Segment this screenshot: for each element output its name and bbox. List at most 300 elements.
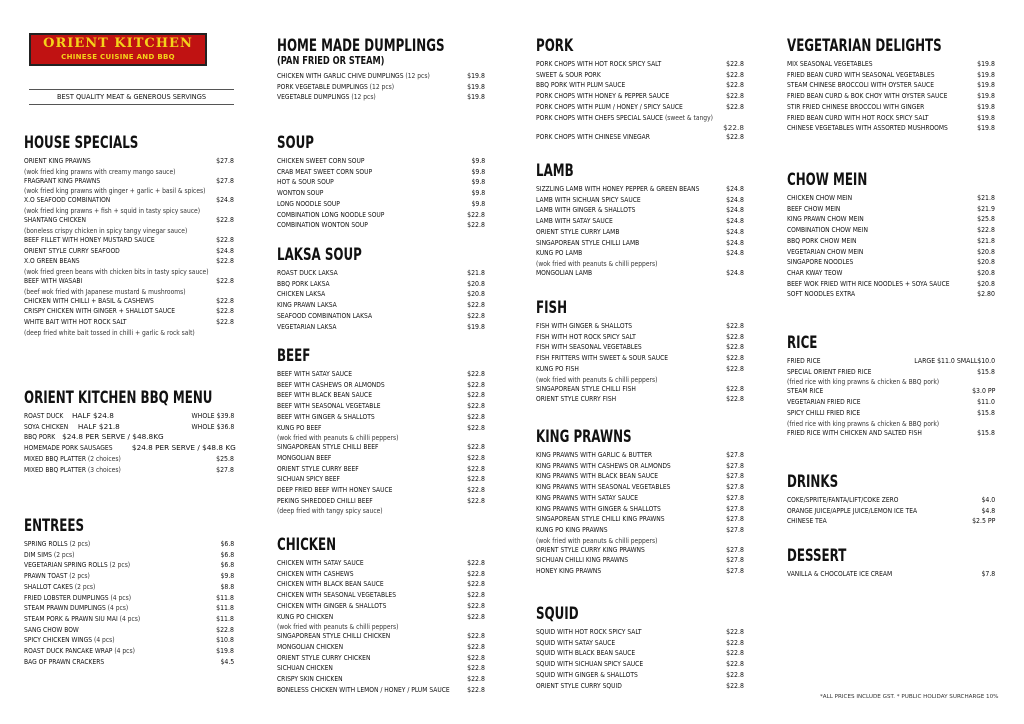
item-name-text: FRIED RICE WITH CHICKEN AND SALTED FISH (787, 427, 922, 437)
item-quantity: (4 pcs) (107, 603, 129, 613)
section-title: SOUP (277, 133, 315, 152)
item-half-price: $24.8 PER SERVE / $48.8KG (62, 432, 164, 442)
item-name (536, 321, 632, 332)
item-price: $24.8 (216, 245, 234, 255)
menu-item (277, 390, 485, 401)
menu-item (787, 257, 995, 268)
item-name (787, 113, 929, 124)
item-name-text: MONGOLIAN BEEF (277, 452, 332, 462)
item-price: $22.8 (467, 611, 485, 621)
item-name (277, 71, 430, 82)
item-price: $24.8 (726, 267, 744, 277)
item-price: $22.8 (726, 321, 744, 330)
menu-item (24, 215, 234, 235)
item-name (536, 471, 658, 482)
item-name-text: SICHUAN CHILLI KING PRAWNS (536, 555, 629, 565)
item-name (536, 195, 641, 206)
menu-item (24, 195, 234, 215)
item-name (277, 612, 333, 623)
item-name-text: SQUID WITH GINGER & SHALLOTS (536, 669, 638, 679)
menu-item (787, 386, 995, 397)
item-name-text: CHICKEN WITH BLACK BEAN SAUCE (277, 579, 384, 589)
item-name (536, 364, 579, 375)
item-price: $6.8 (220, 560, 234, 570)
item-name (536, 384, 636, 395)
item-price: $22.8 (216, 317, 234, 327)
menu-item (277, 442, 485, 453)
item-name (787, 569, 892, 580)
item-price: $27.8 (726, 514, 744, 524)
item-price: $27.8 (726, 450, 744, 459)
item-name-text: CHICKEN LAKSA (277, 289, 326, 299)
menu-item-list (787, 356, 995, 438)
item-name (536, 227, 619, 238)
item-name-text: FISH FRITTERS WITH SWEET & SOUR SAUCE (536, 353, 669, 363)
menu-item (536, 59, 744, 70)
item-price: $27.8 (726, 566, 744, 576)
item-name (277, 631, 390, 642)
item-name (277, 453, 331, 464)
item-price: $20.8 (977, 246, 995, 256)
menu-item (536, 80, 744, 91)
item-name (787, 506, 917, 517)
item-price: $22.8 (726, 342, 744, 352)
item-name (536, 555, 628, 566)
item-name-text: KING PRAWNS WITH SEASONAL VEGETABLES (536, 482, 671, 492)
menu-item-list (787, 569, 995, 580)
item-name-text: SANG CHOW BOW (24, 624, 79, 634)
item-description: (wok fried king prawns with ginger + garlic + basil & spices) (24, 186, 206, 196)
item-price: $9.8 (471, 188, 485, 198)
item-quantity: (12 pcs) (405, 71, 430, 80)
item-name (787, 495, 898, 506)
item-name (24, 235, 155, 246)
item-description: (wok fried green beans with chicken bits in tasty spicy sauce) (24, 266, 209, 276)
item-name-text: ROAST DUCK PANCAKE WRAP (24, 646, 113, 656)
item-price: $19.8 (977, 80, 995, 90)
item-description: (wok fried with peanuts & chilli peppers) (277, 622, 399, 632)
menu-item (536, 471, 744, 482)
menu-item (277, 401, 485, 412)
item-name (277, 210, 384, 221)
item-price: $22.8 (977, 225, 995, 235)
item-quantity: (sweet & tangy) (664, 112, 713, 122)
item-name-text: BONELESS CHICKEN WITH LEMON / HONEY / PLUM SAUCE (277, 684, 450, 694)
item-price: $22.8 (467, 641, 485, 651)
item-quantity: (2 pcs) (69, 539, 91, 548)
item-price: $15.8 (977, 427, 995, 437)
menu-item (277, 369, 485, 380)
item-price: $27.8 (726, 555, 744, 565)
item-name (24, 246, 120, 257)
item-name (24, 422, 68, 433)
item-price: $3.0 PP (971, 386, 995, 396)
item-name-text: CRISPY CHICKEN WITH GINGER + SHALLOT SAUCE (24, 306, 176, 316)
item-name-text: SHANTANG CHICKEN (24, 215, 86, 225)
section-title: FISH (536, 298, 568, 317)
item-price: $22.8 (726, 132, 744, 142)
item-name-text: CHINESE VEGETABLES WITH ASSORTED MUSHROOMS (787, 123, 948, 133)
item-name (536, 681, 622, 692)
item-name-text: LAMB WITH GINGER & SHALLOTS (536, 205, 636, 215)
item-name (277, 496, 373, 507)
menu-item (24, 593, 234, 604)
item-name-text: LAMB WITH SATAY SAUCE (536, 216, 613, 226)
item-name (277, 268, 338, 279)
item-name-text: FRIED RICE (787, 356, 821, 365)
item-price: $22.8 (467, 379, 485, 389)
item-price: $19.8 (467, 321, 485, 331)
menu-item (277, 289, 485, 300)
menu-item (24, 432, 234, 443)
item-quantity: (4 pcs) (94, 635, 115, 645)
menu-item (277, 177, 485, 188)
menu-item (277, 220, 485, 231)
item-name (787, 428, 922, 439)
item-name (536, 493, 638, 504)
item-price: $22.8 (467, 411, 485, 421)
item-price: $22.8 (216, 306, 234, 316)
item-price: $22.8 (726, 69, 744, 79)
item-price: $22.8 (467, 474, 485, 484)
item-name-text: BEEF WOK FRIED WITH RICE NOODLES + SOYA SAUCE (787, 278, 950, 288)
item-price: $22.8 (726, 91, 744, 101)
item-name (277, 300, 337, 311)
item-name (24, 411, 63, 422)
item-price: $22.8 (467, 463, 485, 473)
menu-item (536, 525, 744, 545)
menu-item (24, 443, 234, 454)
item-name-text: SQUID WITH SATAY SAUCE (536, 637, 616, 647)
menu-item (536, 216, 744, 227)
item-name-text: MONGOLIAN LAMB (536, 267, 593, 277)
item-price: $22.8 (726, 627, 744, 636)
item-description: (beef wok fried with Japanese mustard & mushrooms) (24, 286, 186, 296)
menu-item-list (24, 156, 234, 337)
item-price: $22.8 (726, 80, 744, 90)
item-price: $22.8 (467, 590, 485, 600)
section-laksa (277, 245, 485, 332)
menu-item (536, 681, 744, 692)
section-title: KING PRAWNS (536, 427, 632, 446)
item-name-text: VEGETARIAN LAKSA (277, 321, 337, 331)
item-name (277, 558, 364, 569)
item-name (536, 525, 608, 536)
menu-item-list (787, 495, 995, 527)
item-half-price: HALF $21.8 (77, 421, 120, 431)
item-name (24, 465, 121, 476)
section-title: DRINKS (787, 472, 839, 491)
item-name (24, 195, 110, 206)
menu-item (787, 204, 995, 215)
item-name (536, 514, 665, 525)
menu-item (24, 235, 234, 246)
item-price: $22.8 (467, 684, 485, 694)
menu-item (787, 214, 995, 225)
menu-item (787, 113, 995, 124)
menu-item (24, 256, 234, 276)
item-name (24, 560, 130, 571)
section-fish (536, 298, 744, 405)
menu-item (536, 659, 744, 670)
item-name (787, 247, 863, 258)
item-name (24, 306, 175, 317)
item-name (277, 289, 325, 300)
section-title: DESSERT (787, 546, 847, 565)
menu-item (536, 482, 744, 493)
item-price: $9.8 (471, 198, 485, 208)
item-name-text: BEEF WITH WASABI (24, 275, 83, 285)
item-price: $22.8 (216, 624, 234, 634)
menu-item (277, 210, 485, 221)
item-name (277, 423, 321, 434)
menu-item (277, 674, 485, 685)
item-name-text: X.O GREEN BEANS (24, 256, 80, 266)
item-name-text: PORK VEGETABLE DUMPLINGS (277, 81, 368, 91)
item-name (536, 566, 601, 577)
item-price: $22.8 (467, 663, 485, 673)
section-title: HOME MADE DUMPLINGS (277, 36, 445, 55)
item-name (277, 579, 384, 590)
item-price: $21.8 (977, 235, 995, 245)
item-name (277, 390, 372, 401)
menu-item (24, 411, 234, 422)
item-name-text: PRAWN TOAST (24, 571, 68, 581)
item-name-text: FISH WITH GINGER & SHALLOTS (536, 321, 633, 330)
menu-item (277, 685, 485, 696)
item-price: $19.8 (467, 71, 485, 80)
item-name (536, 59, 661, 70)
item-price: $22.8 (467, 369, 485, 378)
item-name (536, 216, 613, 227)
menu-item (24, 603, 234, 614)
item-name (24, 657, 104, 668)
menu-item (277, 642, 485, 653)
item-description: (wok fried with peanuts & chilli peppers) (536, 535, 658, 545)
item-name-text: WHITE BAIT WITH HOT ROCK SALT (24, 317, 127, 327)
section-drinks (787, 472, 995, 527)
item-price: $25.8 (216, 453, 234, 463)
item-name-text: FRIED LOBSTER DUMPLINGS (24, 592, 109, 602)
menu-item (536, 493, 744, 504)
menu-item (787, 428, 995, 439)
item-quantity: (2 pcs) (109, 560, 131, 570)
item-name-text: SINGAPOREAN STYLE CHILLI KING PRAWNS (536, 514, 665, 524)
item-name (536, 113, 713, 124)
menu-item (536, 384, 744, 395)
item-name-text: ORIENT STYLE CURRY CHICKEN (277, 652, 371, 662)
item-name-text: ORIENT STYLE CURRY SEAFOOD (24, 245, 120, 255)
item-quantity: (3 choices) (87, 464, 121, 474)
section-title: CHICKEN (277, 535, 337, 554)
item-name (277, 412, 375, 423)
item-name-text: SINGAPOREAN STYLE CHILLI BEEF (277, 442, 379, 452)
item-name (24, 593, 131, 604)
menu-item (536, 394, 744, 405)
item-name-text: STEAM CHINESE BROCCOLI WITH OYSTER SAUCE (787, 80, 935, 90)
item-name-text: CHINESE TEA (787, 516, 827, 526)
item-name (277, 82, 394, 93)
menu-item (787, 193, 995, 204)
item-name-text: VEGETARIAN CHOW MEIN (787, 246, 864, 256)
item-price: $22.8 (216, 234, 234, 244)
menu-item-list (277, 369, 485, 515)
item-quantity: (2 pcs) (74, 581, 96, 591)
menu-item (24, 317, 234, 337)
item-name (787, 80, 934, 91)
item-price: $19.8 (977, 69, 995, 79)
item-name-text: STIR FRIED CHINESE BROCCOLI WITH GINGER (787, 101, 925, 111)
item-name-text: CRAB MEAT SWEET CORN SOUP (277, 166, 373, 176)
item-name-text: MONGOLIAN CHICKEN (277, 641, 344, 651)
item-price: $22.8 (467, 495, 485, 505)
section-title: LAKSA SOUP (277, 245, 362, 264)
item-name (277, 569, 354, 580)
item-name-text: SICHUAN CHICKEN (277, 663, 333, 673)
item-name (24, 603, 128, 614)
item-name (277, 663, 333, 674)
menu-item (277, 279, 485, 290)
menu-item (24, 276, 234, 296)
item-price: $22.8 (726, 637, 744, 647)
item-quantity: (2 choices) (87, 453, 121, 463)
item-name (277, 167, 372, 178)
item-name (536, 80, 625, 91)
menu-item (277, 199, 485, 210)
item-name-text: BEEF WITH SEASONAL VEGETABLE (277, 401, 381, 411)
item-name-text: KUNG PO LAMB (536, 248, 583, 258)
item-description: (deep fried white bait tossed in chilli + garlic & rock salt) (24, 327, 195, 337)
item-price: $9.8 (471, 166, 485, 176)
menu-item (536, 205, 744, 216)
item-name-text: SINGAPOREAN STYLE CHILLI CHICKEN (277, 631, 391, 641)
item-name-text: BBQ PORK LAKSA (277, 278, 330, 288)
menu-item-list (787, 193, 995, 300)
item-price: $22.8 (216, 275, 234, 285)
item-name-text: CHAR KWAY TEOW (787, 267, 843, 277)
item-price: $22.8 (726, 648, 744, 658)
item-whole-price: WHOLE $39.8 (191, 411, 234, 420)
menu-item (277, 474, 485, 485)
item-name-text: PORK CHOPS WITH CHEFS SPECIAL SAUCE (536, 112, 664, 122)
item-name-text: KUNG PO FISH (536, 363, 579, 373)
item-name (787, 204, 840, 215)
item-name-text: CHICKEN WITH SATAY SAUCE (277, 558, 364, 567)
item-name-text: BEEF CHOW MEIN (787, 203, 841, 213)
item-name-text: CHICKEN CHOW MEIN (787, 193, 853, 202)
item-name-text: COMBINATION CHOW MEIN (787, 225, 868, 235)
menu-item (24, 550, 234, 561)
item-price: $20.8 (977, 278, 995, 288)
item-name-text: KING PRAWN CHOW MEIN (787, 214, 864, 224)
item-size-prices: LARGE $11.0 SMALL$10.0 (914, 356, 995, 365)
section-dumplings (277, 36, 485, 103)
item-name (787, 386, 823, 397)
menu-item (787, 236, 995, 247)
section-lamb (536, 161, 744, 279)
item-price: $27.8 (726, 471, 744, 481)
section-king-prawns (536, 427, 744, 577)
item-name-text: CHICKEN WITH SEASONAL VEGETABLES (277, 590, 397, 600)
menu-item (277, 485, 485, 496)
item-name (536, 627, 642, 638)
item-name (787, 279, 950, 290)
item-price: $2.5 PP (971, 516, 995, 526)
item-price: $4.0 (981, 495, 995, 504)
tagline: BEST QUALITY MEAT & GENEROUS SERVINGS (29, 89, 234, 105)
section-title: LAMB (536, 161, 574, 180)
section-vegetarian (787, 36, 995, 134)
item-name-text: LONG NOODLE SOUP (277, 198, 340, 208)
item-name-text: KING PRAWNS WITH BLACK BEAN SAUCE (536, 471, 659, 481)
menu-item (536, 514, 744, 525)
menu-item (277, 663, 485, 674)
menu-item (277, 156, 485, 167)
menu-item (277, 558, 485, 569)
item-name (787, 289, 855, 300)
item-price: $22.8 (467, 568, 485, 578)
item-name-text: BAG OF PRAWN CRACKERS (24, 656, 105, 666)
item-name (536, 268, 592, 279)
item-name (536, 248, 582, 259)
menu-item (24, 296, 234, 307)
item-price: $11.0 (977, 397, 995, 407)
item-name-text: KUNG PO BEEF (277, 422, 322, 432)
item-name (277, 156, 364, 167)
menu-item (24, 176, 234, 196)
item-name (277, 380, 385, 391)
item-price: $9.8 (471, 177, 485, 187)
item-price: $22.8 (467, 442, 485, 452)
menu-item (787, 279, 995, 290)
item-name (24, 432, 55, 443)
section-title: RICE (787, 333, 818, 352)
section-title: VEGETARIAN DELIGHTS (787, 36, 942, 55)
item-name (277, 311, 372, 322)
menu-item (536, 227, 744, 238)
item-name (277, 485, 392, 496)
item-description: (wok fried with peanuts & chilli peppers) (536, 258, 658, 268)
item-price: $15.8 (977, 407, 995, 417)
menu-item-list (536, 59, 744, 143)
item-name-text: ORIENT STYLE CURRY FISH (536, 394, 617, 404)
menu-item (277, 496, 485, 516)
item-name-text: SPECIAL ORIENT FRIED RICE (787, 366, 872, 376)
menu-item (536, 268, 744, 279)
item-price: $24.8 (726, 194, 744, 204)
item-quantity: (12 pcs) (351, 92, 376, 102)
item-price: $22.8 (216, 215, 234, 225)
item-name-text: ORIENT STYLE CURRY LAMB (536, 226, 620, 236)
brand-name: ORIENT KITCHEN (43, 36, 193, 51)
menu-item (536, 670, 744, 681)
item-name (277, 369, 352, 380)
item-price: $24.8 (726, 216, 744, 226)
item-name (536, 353, 668, 364)
item-price: $22.8 (467, 600, 485, 610)
menu-item (787, 289, 995, 300)
menu-item (536, 132, 744, 143)
item-name (536, 504, 661, 515)
item-name-text: LAMB WITH SICHUAN SPICY SAUCE (536, 194, 641, 204)
item-price: $20.8 (467, 278, 485, 288)
item-name-text: ORIENT STYLE CURRY KING PRAWNS (536, 544, 645, 554)
menu-item (277, 268, 485, 279)
item-name-text: CHICKEN WITH GINGER & SHALLOTS (277, 600, 387, 610)
item-name (787, 59, 873, 70)
item-price: $4.8 (981, 505, 995, 515)
item-name (787, 225, 868, 236)
